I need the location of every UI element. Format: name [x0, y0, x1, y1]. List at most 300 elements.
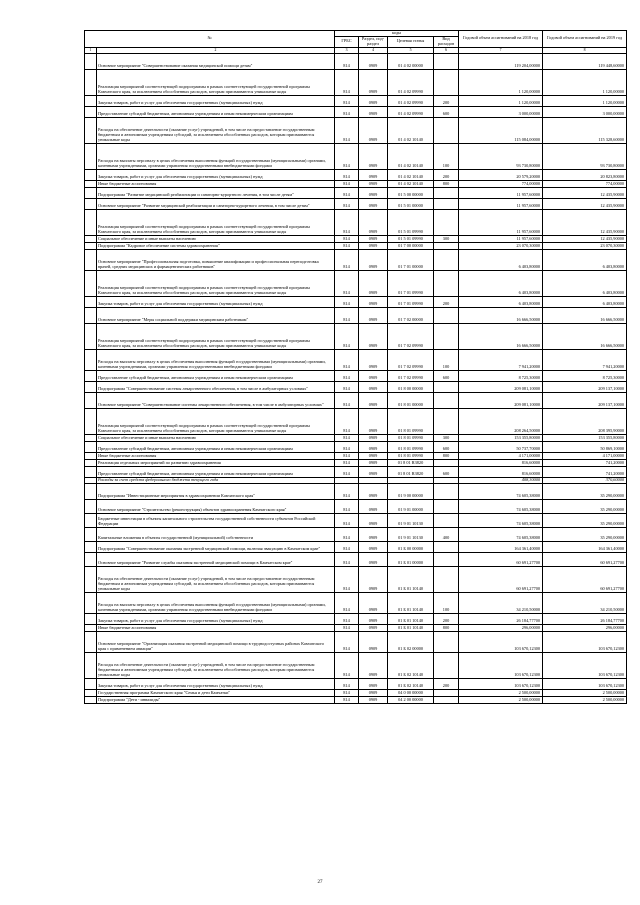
row-grbs: 814 [335, 392, 359, 408]
row-amount-2019: 20 823,80000 [543, 169, 627, 180]
row-number [85, 613, 97, 624]
row-expense-type [434, 249, 459, 270]
row-expense-type: 200 [434, 95, 459, 106]
row-expense-type [434, 53, 459, 69]
row-target-article: 01 Б 02 10140 [388, 652, 434, 678]
row-expense-type [434, 242, 459, 249]
row-number [85, 235, 97, 242]
row-amount-2019: 741,20000 [543, 466, 627, 477]
row-number [85, 143, 97, 169]
row-target-article: 01 Б 01 10140 [388, 624, 434, 631]
table-row [85, 624, 627, 631]
row-expense-type: 300 [434, 235, 459, 242]
row-description: Основное мероприятие "Развитие службы оказания экстренной медицинской помощи в Камчатском крае" [97, 552, 335, 566]
row-amount-2019: 93 730,80000 [543, 143, 627, 169]
row-section: 0909 [359, 323, 388, 349]
row-grbs: 814 [335, 296, 359, 307]
row-description: Основное мероприятие "Строительство (реконструкция) объектов здравоохранения Камчатского края" [97, 499, 335, 513]
row-description: Подпрограмма "Дети - инвалиды" [97, 696, 335, 703]
row-section: 0909 [359, 434, 388, 441]
row-grbs: 814 [335, 408, 359, 434]
row-number [85, 566, 97, 592]
row-grbs: 814 [335, 613, 359, 624]
col-number: 5 [388, 47, 434, 53]
table-row [85, 392, 627, 408]
row-description: Подпрограмма "Совершенствование оказания экстренной медицинской помощи, включая эвакуацию в Камчатском крае" [97, 541, 335, 552]
row-expense-type [434, 631, 459, 652]
row-amount-2018: 11 957,60000 [459, 187, 543, 198]
row-grbs: 814 [335, 95, 359, 106]
row-target-article: 01 4 02 10140 [388, 169, 434, 180]
row-expense-type: 300 [434, 434, 459, 441]
row-amount-2019: 2 500,00000 [543, 696, 627, 703]
table-row [85, 434, 627, 441]
table-row [85, 242, 627, 249]
header-2018: Годовой объем ассигнований на 2018 год [459, 31, 543, 48]
row-amount-2018: 16 666,50000 [459, 323, 543, 349]
row-amount-2018: 209 081,10000 [459, 381, 543, 392]
row-grbs: 814 [335, 117, 359, 143]
row-grbs: 814 [335, 499, 359, 513]
row-expense-type [434, 323, 459, 349]
row-target-article: 01 7 01 09990 [388, 270, 434, 296]
row-description: Реализация мероприятий соответствующей подпрограммы в рамках соответствующей государственной программы Камчатского края, за исключением обособленных расходов, которым присваиваются уникальные коды [97, 209, 335, 235]
row-section: 0909 [359, 441, 388, 452]
row-number [85, 408, 97, 434]
header-target: Целевая статья [388, 37, 434, 48]
row-amount-2019: 6 403,80000 [543, 249, 627, 270]
table-row [85, 678, 627, 689]
row-section: 0909 [359, 106, 388, 117]
row-section: 0909 [359, 408, 388, 434]
row-section: 0909 [359, 69, 388, 95]
row-grbs: 814 [335, 187, 359, 198]
row-amount-2019: 103 670,12300 [543, 678, 627, 689]
row-description: Основное мероприятие "Меры социальной поддержки медицинским работникам" [97, 307, 335, 323]
row-description: Реализация мероприятий соответствующей подпрограммы в рамках соответствующей государственной программы Камчатского края, за исключением обособленных расходов, которым присваиваются уникальные коды [97, 408, 335, 434]
row-expense-type: 800 [434, 452, 459, 459]
row-number [85, 441, 97, 452]
table-row [85, 459, 627, 466]
row-target-article: 01 9 01 00000 [388, 499, 434, 513]
row-section: 0909 [359, 541, 388, 552]
row-amount-2018: 60 691,27700 [459, 566, 543, 592]
col-number: 6 [434, 47, 459, 53]
row-amount-2018: 34 210,50000 [459, 592, 543, 613]
row-grbs: 814 [335, 483, 359, 499]
row-grbs: 814 [335, 678, 359, 689]
row-amount-2019: 6 403,80000 [543, 270, 627, 296]
row-number [85, 552, 97, 566]
row-amount-2018: 60 691,27700 [459, 552, 543, 566]
row-amount-2018: 816,60000 [459, 466, 543, 477]
row-expense-type [434, 566, 459, 592]
row-amount-2019: 12 435,90000 [543, 198, 627, 209]
row-number [85, 392, 97, 408]
row-description: Предоставление субсидий бюджетным, автономным учреждениям и иным некоммерческим организациям [97, 106, 335, 117]
row-number [85, 249, 97, 270]
table-row [85, 235, 627, 242]
row-section: 0909 [359, 198, 388, 209]
table-row [85, 209, 627, 235]
row-amount-2018: 115 084,00000 [459, 117, 543, 143]
row-description: Реализация мероприятий соответствующей подпрограммы в рамках соответствующей государственной программы Камчатского края, за исключением обособленных расходов, которым присваиваются уникальные коды [97, 69, 335, 95]
row-target-article: 01 8 01 09990 [388, 408, 434, 434]
row-expense-type [434, 513, 459, 527]
row-target-article: 01 8 01 09990 [388, 452, 434, 459]
row-expense-type: 600 [434, 466, 459, 477]
row-grbs: 814 [335, 689, 359, 696]
header-codes: коды [335, 31, 459, 37]
table-row [85, 323, 627, 349]
row-amount-2018: 26 184,77700 [459, 613, 543, 624]
row-amount-2019: 35 290,00000 [543, 483, 627, 499]
row-amount-2018: 74 605,38000 [459, 527, 543, 541]
row-amount-2018: 93 730,80000 [459, 143, 543, 169]
row-amount-2018: 16 666,50000 [459, 307, 543, 323]
row-amount-2018: 4 171,00000 [459, 452, 543, 459]
row-amount-2019: 35 290,00000 [543, 499, 627, 513]
col-number: 8 [543, 47, 627, 53]
table-row [85, 689, 627, 696]
row-number [85, 631, 97, 652]
row-amount-2019: 12 435,90000 [543, 209, 627, 235]
row-section: 0909 [359, 499, 388, 513]
row-grbs: 814 [335, 209, 359, 235]
row-amount-2019: 7 941,20000 [543, 349, 627, 370]
row-expense-type: 600 [434, 370, 459, 381]
row-amount-2019: 153 355,80000 [543, 434, 627, 441]
row-target-article: 01 Б 00 00000 [388, 541, 434, 552]
row-amount-2018: 408,30000 [459, 477, 543, 483]
row-number [85, 624, 97, 631]
row-description: Предоставление субсидий бюджетным, автономным учреждениям и иным некоммерческим организациям [97, 370, 335, 381]
row-description: Социальное обеспечение и иные выплаты населению [97, 235, 335, 242]
row-amount-2018: 1 120,00000 [459, 69, 543, 95]
row-expense-type: 600 [434, 441, 459, 452]
row-amount-2019: 3 000,00000 [543, 106, 627, 117]
row-expense-type: 100 [434, 143, 459, 169]
row-amount-2019: 23 070,30000 [543, 242, 627, 249]
row-section: 0909 [359, 235, 388, 242]
table-row [85, 349, 627, 370]
table-row [85, 592, 627, 613]
header-num: № [85, 31, 335, 48]
row-section: 0909 [359, 613, 388, 624]
row-section: 0909 [359, 552, 388, 566]
row-grbs: 814 [335, 441, 359, 452]
row-description: Реализация отдельных мероприятий по развитию здравоохранения [97, 459, 335, 466]
row-section: 0909 [359, 242, 388, 249]
row-amount-2018: 6 403,80000 [459, 270, 543, 296]
table-row [85, 198, 627, 209]
row-expense-type [434, 689, 459, 696]
row-grbs: 814 [335, 527, 359, 541]
table-row [85, 566, 627, 592]
row-number [85, 696, 97, 703]
row-section: 0909 [359, 381, 388, 392]
row-description: Расходы на выплаты персоналу в целях обеспечения выполнения функций государственными (муниципальными) органами, казенными учреждениями, органами управления государственными внебюджетными фондами [97, 143, 335, 169]
row-number [85, 242, 97, 249]
row-description: Социальное обеспечение и иные выплаты населению [97, 434, 335, 441]
row-number [85, 652, 97, 678]
row-section: 0909 [359, 452, 388, 459]
row-amount-2018: 50 737,70000 [459, 441, 543, 452]
row-amount-2019: 209 137,10000 [543, 381, 627, 392]
table-row [85, 466, 627, 477]
row-section: 0909 [359, 187, 388, 198]
header-grbs: ГРБС [335, 37, 359, 48]
row-section: 0909 [359, 117, 388, 143]
row-grbs: 814 [335, 513, 359, 527]
row-amount-2018: 74 605,38000 [459, 499, 543, 513]
row-expense-type: 800 [434, 180, 459, 187]
row-grbs: 814 [335, 270, 359, 296]
row-description: Расходы за счет средств федерального бюджета текущего года [97, 477, 335, 483]
row-description: Закупка товаров, работ и услуг для обеспечения государственных (муниципальных) нужд [97, 95, 335, 106]
table-row [85, 499, 627, 513]
row-grbs: 814 [335, 106, 359, 117]
table-row [85, 631, 627, 652]
header-razdel: Раздел, под-раздел [359, 37, 388, 48]
row-section: 0909 [359, 689, 388, 696]
row-description: Предоставление субсидий бюджетным, автономным учреждениям и иным некоммерческим организациям [97, 441, 335, 452]
row-expense-type [434, 696, 459, 703]
row-grbs: 814 [335, 459, 359, 466]
row-number [85, 459, 97, 466]
row-expense-type: 400 [434, 527, 459, 541]
row-amount-2019: 12 435,90000 [543, 187, 627, 198]
row-amount-2019: 35 290,00000 [543, 513, 627, 527]
row-number [85, 323, 97, 349]
row-description: Бюджетные инвестиции в объекты капитального строительства государственной собственности субъектов Российской Федерации [97, 513, 335, 527]
row-section: 0909 [359, 349, 388, 370]
row-target-article: 01 4 02 00000 [388, 53, 434, 69]
row-target-article: 01 7 02 09990 [388, 323, 434, 349]
row-number [85, 370, 97, 381]
row-description: Расходы на обеспечение деятельности (оказание услуг) учреждений, в том числе на предоставление государственным бюджетным и автономным учреждениям субсидий, за исключением обособленных расходов, которым присваиваются уникальные коды [97, 652, 335, 678]
row-grbs: 814 [335, 696, 359, 703]
row-section: 0909 [359, 652, 388, 678]
row-amount-2018: 816,60000 [459, 459, 543, 466]
row-amount-2019: 4 171,00000 [543, 452, 627, 459]
row-target-article: 01 Б 02 00000 [388, 631, 434, 652]
row-description: Подпрограмма "Развитие медицинской реабилитации и санаторно-курортного лечения, в том числе детям" [97, 187, 335, 198]
row-description: Иные бюджетные ассигнования [97, 624, 335, 631]
row-target-article: 01 7 02 00000 [388, 307, 434, 323]
row-amount-2018: 11 957,60000 [459, 209, 543, 235]
table-row [85, 513, 627, 527]
row-number [85, 198, 97, 209]
table-row [85, 169, 627, 180]
row-number [85, 499, 97, 513]
row-grbs: 814 [335, 434, 359, 441]
row-description: Основное мероприятие "Организация оказания экстренной медицинской помощи в труднодоступных районах Камчатского края с применением авиации" [97, 631, 335, 652]
row-grbs: 814 [335, 541, 359, 552]
row-number [85, 69, 97, 95]
row-number [85, 678, 97, 689]
table-row [85, 117, 627, 143]
row-amount-2019: 60 691,27700 [543, 566, 627, 592]
row-expense-type [434, 459, 459, 466]
row-amount-2018: 103 670,12300 [459, 678, 543, 689]
row-amount-2019: 8 725,30000 [543, 370, 627, 381]
row-section: 0909 [359, 483, 388, 499]
row-amount-2019: 296,00000 [543, 624, 627, 631]
row-target-article: 01 8 01 00000 [388, 392, 434, 408]
row-number [85, 53, 97, 69]
row-amount-2018: 6 403,80000 [459, 296, 543, 307]
row-section: 0909 [359, 624, 388, 631]
header-2019: Годовой объем ассигнований на 2019 год [543, 31, 627, 48]
row-section: 0909 [359, 370, 388, 381]
row-grbs: 814 [335, 381, 359, 392]
row-section: 0909 [359, 466, 388, 477]
row-target-article: 01 4 02 10140 [388, 180, 434, 187]
row-target-article: 01 7 01 09990 [388, 296, 434, 307]
table-row [85, 381, 627, 392]
row-amount-2018: 74 605,38000 [459, 513, 543, 527]
row-description: Капитальные вложения в объекты государственной (муниципальной) собственности [97, 527, 335, 541]
row-number [85, 689, 97, 696]
row-amount-2019: 2 500,00000 [543, 689, 627, 696]
table-row [85, 441, 627, 452]
row-section: 0909 [359, 527, 388, 541]
row-amount-2018: 774,00000 [459, 180, 543, 187]
row-target-article: 04 0 00 00000 [388, 689, 434, 696]
row-amount-2018: 2 500,00000 [459, 696, 543, 703]
row-description: Государственная программа Камчатского края "Семья и дети Камчатки" [97, 689, 335, 696]
table-row [85, 541, 627, 552]
row-expense-type [434, 69, 459, 95]
row-expense-type [434, 198, 459, 209]
row-number [85, 270, 97, 296]
row-number [85, 381, 97, 392]
row-amount-2018: 8 725,30000 [459, 370, 543, 381]
table-row [85, 296, 627, 307]
row-description: Закупка товаров, работ и услуг для обеспечения государственных (муниципальных) нужд [97, 296, 335, 307]
row-grbs: 814 [335, 552, 359, 566]
row-target-article: 01 9 01 10130 [388, 527, 434, 541]
row-target-article: 01 Б 02 10140 [388, 678, 434, 689]
row-number [85, 180, 97, 187]
row-target-article: 01 7 00 00000 [388, 242, 434, 249]
row-grbs: 814 [335, 452, 359, 459]
row-grbs: 814 [335, 69, 359, 95]
row-section: 0909 [359, 459, 388, 466]
row-target-article: 01 8 01 09990 [388, 441, 434, 452]
row-amount-2019: 1 120,00000 [543, 69, 627, 95]
row-description: Подпрограмма "Инвестиционные мероприятия в здравоохранении Камчатского края" [97, 483, 335, 499]
row-amount-2019: 35 290,00000 [543, 527, 627, 541]
budget-table [84, 30, 627, 704]
row-number [85, 434, 97, 441]
row-expense-type [434, 381, 459, 392]
table-row [85, 69, 627, 95]
row-amount-2019: 26 184,77700 [543, 613, 627, 624]
row-section: 0909 [359, 392, 388, 408]
row-grbs: 814 [335, 652, 359, 678]
row-grbs: 814 [335, 307, 359, 323]
row-amount-2019: 164 361,40000 [543, 541, 627, 552]
row-grbs: 814 [335, 242, 359, 249]
row-description: Основное мероприятие "Совершенствование оказания медицинской помощи детям" [97, 53, 335, 69]
col-number: 7 [459, 47, 543, 53]
row-target-article: 01 8 01 R3820 [388, 459, 434, 466]
table-row [85, 143, 627, 169]
page-number: 27 [317, 880, 323, 885]
row-description: Основное мероприятие "Развитие медицинской реабилитации и санаторно-курортного лечения, в том числе детям" [97, 198, 335, 209]
row-number [85, 296, 97, 307]
row-description: Расходы на обеспечение деятельности (оказание услуг) учреждений, в том числе на предоставление государственным бюджетным и автономным учреждениям субсидий, за исключением обособленных расходов, которым присваиваются уникальные коды [97, 566, 335, 592]
row-description: Расходы на выплаты персоналу в целях обеспечения выполнения функций государственными (муниципальными) органами, казенными учреждениями, органами управления государственными внебюджетными фондами [97, 592, 335, 613]
row-target-article: 01 4 02 09990 [388, 95, 434, 106]
row-target-article: 01 7 02 09990 [388, 349, 434, 370]
row-description: Расходы на обеспечение деятельности (оказание услуг) учреждений, в том числе на предоставление государственным бюджетным и автономным учреждениям субсидий, за исключением обособленных расходов, которым присваиваются уникальные коды [97, 117, 335, 143]
table-row [85, 53, 627, 69]
row-amount-2019: 774,00000 [543, 180, 627, 187]
row-number [85, 452, 97, 459]
row-target-article: 01 7 02 09990 [388, 370, 434, 381]
row-description: Реализация мероприятий соответствующей подпрограммы в рамках соответствующей государственной программы Камчатского края, за исключением обособленных расходов, которым присваиваются уникальные коды [97, 323, 335, 349]
table-row [85, 180, 627, 187]
col-number: 2 [97, 47, 335, 53]
row-target-article: 01 7 01 00000 [388, 249, 434, 270]
row-number [85, 527, 97, 541]
row-section: 0909 [359, 249, 388, 270]
row-number [85, 513, 97, 527]
row-number [85, 541, 97, 552]
row-section: 0909 [359, 678, 388, 689]
row-section: 0909 [359, 270, 388, 296]
row-amount-2018: 23 070,30000 [459, 242, 543, 249]
row-description: Основное мероприятие "Профессиональная подготовка, повышение квалификации и профессиональная переподготовка врачей, средних медицинских и фармацевтических работников" [97, 249, 335, 270]
row-amount-2019: 60 691,27700 [543, 552, 627, 566]
budget-table-sheet [84, 30, 626, 704]
row-section: 0909 [359, 143, 388, 169]
row-amount-2019: 16 666,50000 [543, 307, 627, 323]
row-grbs: 814 [335, 235, 359, 242]
col-number: 1 [85, 47, 97, 53]
row-amount-2018: 6 403,80000 [459, 249, 543, 270]
row-grbs: 814 [335, 370, 359, 381]
row-target-article: 01 9 00 00000 [388, 483, 434, 499]
row-expense-type [434, 187, 459, 198]
row-target-article: 01 4 02 09990 [388, 69, 434, 95]
row-expense-type [434, 209, 459, 235]
table-row [85, 696, 627, 703]
row-expense-type: 200 [434, 678, 459, 689]
table-row [85, 552, 627, 566]
row-description: Иные бюджетные ассигнования [97, 452, 335, 459]
row-grbs: 814 [335, 180, 359, 187]
row-amount-2019: 6 403,80000 [543, 296, 627, 307]
row-amount-2018: 119 204,00000 [459, 53, 543, 69]
table-row [85, 106, 627, 117]
row-expense-type [434, 392, 459, 408]
row-amount-2019: 12 435,90000 [543, 235, 627, 242]
row-target-article: 01 8 00 00000 [388, 381, 434, 392]
row-expense-type [434, 541, 459, 552]
row-amount-2019: 208 395,90000 [543, 408, 627, 434]
row-grbs: 814 [335, 143, 359, 169]
row-section: 0909 [359, 566, 388, 592]
row-amount-2018: 296,00000 [459, 624, 543, 631]
row-grbs: 814 [335, 592, 359, 613]
row-description: Предоставление субсидий бюджетным, автономным учреждениям и иным некоммерческим организациям [97, 466, 335, 477]
row-expense-type [434, 499, 459, 513]
row-amount-2018: 153 355,80000 [459, 434, 543, 441]
